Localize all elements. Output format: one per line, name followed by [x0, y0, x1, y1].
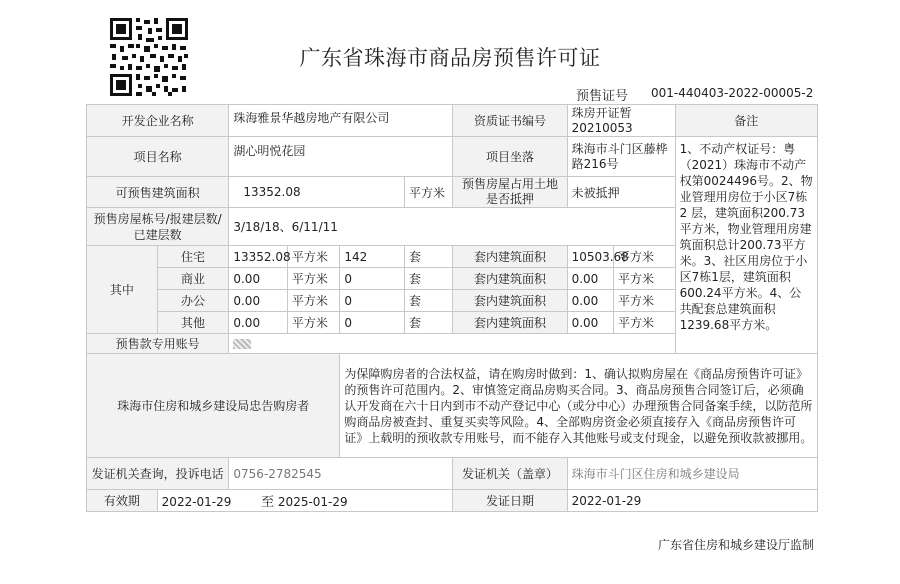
- project-location-value: 珠海市斗门区藤桦路216号: [567, 137, 675, 177]
- permit-number-label: 预售证号: [576, 89, 629, 104]
- breakdown-area-unit: 平方米: [287, 312, 340, 334]
- breakdown-inner-area: 0.00: [567, 268, 613, 290]
- account-image: [233, 339, 251, 349]
- developer-label: 开发企业名称: [87, 105, 229, 137]
- presale-area-label: 可预售建筑面积: [87, 177, 229, 208]
- breakdown-set-unit: 套: [405, 290, 453, 312]
- validity-from: 2022-01-29: [161, 495, 232, 509]
- notice-label: 珠海市住房和城乡建设局忠告购房者: [87, 354, 340, 458]
- project-name-value: 湖心明悦花园: [229, 137, 453, 177]
- breakdown-type: 其他: [157, 312, 229, 334]
- project-location-label: 项目坐落: [453, 137, 567, 177]
- qualification-label: 资质证书编号: [453, 105, 567, 137]
- breakdown-type: 商业: [157, 268, 229, 290]
- footer-supervisor: 广东省住房和城乡建设厅监制: [657, 538, 814, 552]
- permit-table: [86, 104, 818, 512]
- breakdown-inner-unit: 平方米: [614, 290, 676, 312]
- breakdown-inner-area: 10503.68: [567, 246, 613, 268]
- breakdown-label: 其中: [87, 246, 158, 334]
- project-name-label: 项目名称: [87, 137, 229, 177]
- document-title: 广东省珠海市商品房预售许可证: [299, 46, 601, 70]
- notice-text: 为保障购房者的合法权益，请在购房时做到：1、确认拟购房屋在《商品房预售许可证》的预售许可范围内。2、审慎签定商品房购买合同。3、商品房预售合同签订后，必须确认开发商在六十日内到市不动产登记中心（或分中心）办理预售合同备案手续，以防范所购商品房被查封、重复买卖等风险。4、全部购房资金必须直接存入《商品房预售许可证》上载明的预收款专用账号，而不能存入其他账号或支付现金，以避免预收款被挪用。: [340, 354, 818, 458]
- breakdown-inner-area: 0.00: [567, 312, 613, 334]
- issuer-query-label: 发证机关查询，投诉电话: [87, 458, 229, 490]
- breakdown-inner-area: 0.00: [567, 290, 613, 312]
- escrow-account-value: [229, 334, 675, 354]
- presale-area-unit: 平方米: [405, 177, 453, 208]
- validity-label: 有效期: [87, 490, 158, 512]
- validity-to: 2025-01-29: [277, 495, 348, 509]
- breakdown-area: 0.00: [229, 312, 288, 334]
- validity-to-label: 至: [261, 495, 275, 510]
- breakdown-inner-label: 套内建筑面积: [453, 268, 567, 290]
- issue-date-label: 发证日期: [453, 490, 567, 512]
- issuing-authority-label: 发证机关（盖章）: [453, 458, 567, 490]
- breakdown-area: 0.00: [229, 290, 288, 312]
- breakdown-count: 0: [340, 268, 405, 290]
- breakdown-area: 0.00: [229, 268, 288, 290]
- breakdown-count: 142: [340, 246, 405, 268]
- validity-range: [157, 490, 453, 512]
- mortgage-label: 预售房屋占用土地是否抵押: [453, 177, 567, 208]
- qualification-value: 珠房开证暂20210053: [567, 105, 675, 137]
- presale-area-value: 13352.08: [229, 177, 405, 208]
- breakdown-area-unit: 平方米: [287, 246, 340, 268]
- issuing-authority-value: 珠海市斗门区住房和城乡建设局: [567, 458, 817, 490]
- building-floors-value: 3/18/18、6/11/11: [229, 208, 675, 246]
- breakdown-set-unit: 套: [405, 268, 453, 290]
- breakdown-area: 13352.08: [229, 246, 288, 268]
- breakdown-inner-unit: 平方米: [614, 312, 676, 334]
- escrow-account-label: 预售款专用账号: [87, 334, 229, 354]
- complaint-phone: 0756-2782545: [229, 458, 453, 490]
- breakdown-set-unit: 套: [405, 246, 453, 268]
- breakdown-set-unit: 套: [405, 312, 453, 334]
- remark-text: 1、不动产权证号：粤（2021）珠海市不动产权第0024496号。2、物业管理用房位于小区7栋 2 层，建筑面积200.73平方米，物业管理用房建筑面积总计200.73平方米。3、社区用房位于小区7栋1层，建筑面积 600.24平方米。4、公共配套总建筑面积1239.68平方米。: [675, 137, 817, 354]
- breakdown-area-unit: 平方米: [287, 268, 340, 290]
- remark-label: 备注: [675, 105, 817, 137]
- breakdown-type: 住宅: [157, 246, 229, 268]
- breakdown-area-unit: 平方米: [287, 290, 340, 312]
- breakdown-inner-label: 套内建筑面积: [453, 246, 567, 268]
- permit-number: 001-440403-2022-00005-2: [651, 86, 814, 100]
- mortgage-value: 未被抵押: [567, 177, 675, 208]
- breakdown-type: 办公: [157, 290, 229, 312]
- breakdown-count: 0: [340, 290, 405, 312]
- building-floors-label: 预售房屋栋号/报建层数/已建层数: [87, 208, 229, 246]
- breakdown-inner-label: 套内建筑面积: [453, 290, 567, 312]
- breakdown-inner-label: 套内建筑面积: [453, 312, 567, 334]
- developer-value: 珠海雅景华越房地产有限公司: [229, 105, 453, 137]
- issue-date-value: 2022-01-29: [567, 490, 817, 512]
- breakdown-inner-unit: 平方米: [614, 268, 676, 290]
- breakdown-inner-unit: 平方米: [614, 246, 676, 268]
- breakdown-count: 0: [340, 312, 405, 334]
